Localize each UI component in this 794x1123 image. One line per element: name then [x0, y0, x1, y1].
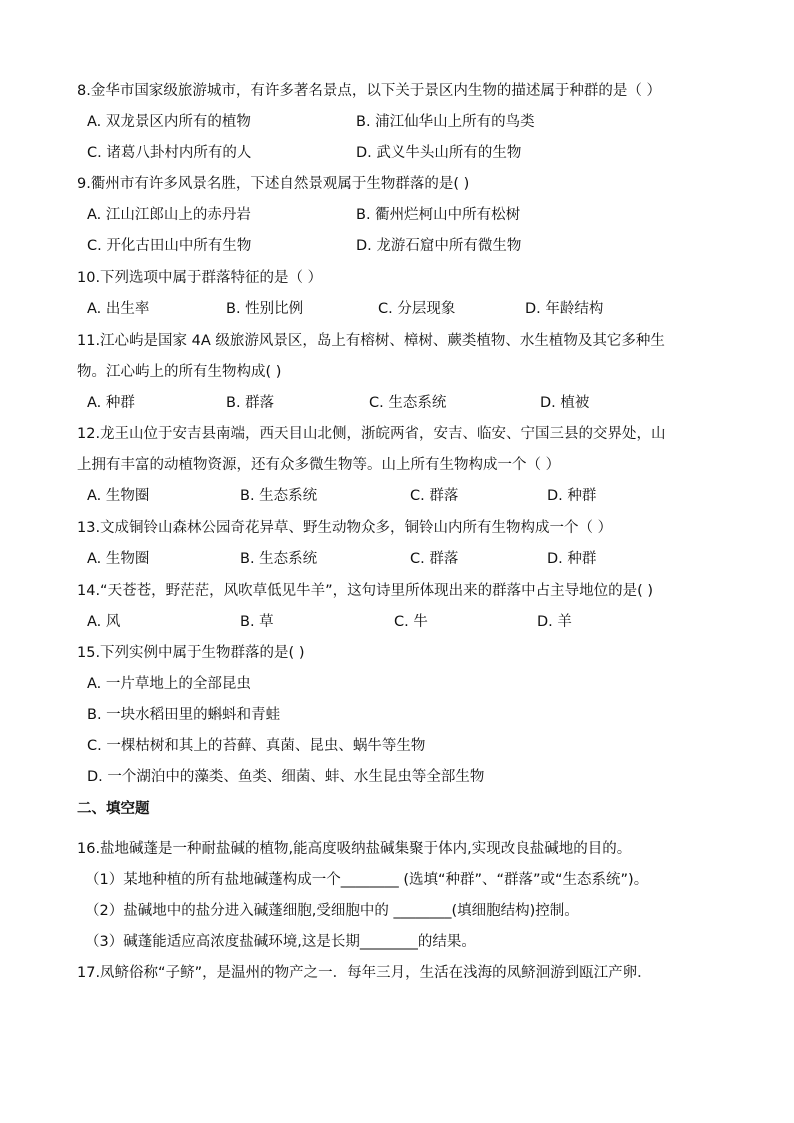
question-11-option-d: D. 植被: [540, 395, 590, 411]
question-10-option-a: A. 出生率: [87, 301, 150, 317]
question-8-option-c: C. 诸葛八卦村内所有的人: [87, 145, 252, 161]
question-16-part-1: （1）某地种植的所有盐地碱蓬构成一个________ (选填“种群”、“群落”或“生态系统”)。: [85, 872, 649, 888]
question-11-option-a: A. 种群: [87, 395, 135, 411]
question-12-option-c: C. 群落: [410, 488, 459, 504]
question-16-stem: 16.盐地碱蓬是一种耐盐碱的植物,能高度吸纳盐碱集聚于体内,实现改良盐碱地的目的。: [77, 841, 632, 857]
question-9-option-d: D. 龙游石窟中所有微生物: [356, 238, 522, 254]
question-12-option-d: D. 种群: [547, 488, 597, 504]
question-12-option-b: B. 生态系统: [240, 488, 318, 504]
question-10-option-b: B. 性别比例: [226, 301, 304, 317]
question-15-option-d: D. 一个湖泊中的藻类、鱼类、细菌、蚌、水生昆虫等全部生物: [87, 769, 485, 785]
question-14-option-b: B. 草: [240, 614, 274, 630]
question-16-part-3: （3）碱蓬能适应高浓度盐碱环境,这是长期________的结果。: [85, 934, 476, 950]
question-17-stem: 17.凤鲚俗称“子鲚”，是温州的物产之一．每年三月，生活在浅海的凤鲚洄游到瓯江产卵．: [77, 965, 652, 981]
question-10-stem: 10.下列选项中属于群落特征的是（ ）: [77, 270, 323, 286]
section-heading-fill-in: 二、填空题: [77, 801, 150, 817]
question-14-option-c: C. 牛: [394, 614, 428, 630]
question-11-stem-line-2: 物。江心屿上的所有生物构成( ): [77, 364, 282, 380]
question-11-stem-line-1: 11.江心屿是国家 4A 级旅游风景区，岛上有榕树、樟树、蕨类植物、水生植物及其它多种生: [77, 333, 665, 349]
question-8-stem: 8.金华市国家级旅游城市，有许多著名景点，以下关于景区内生物的描述属于种群的是（ ）: [77, 83, 661, 99]
question-9-option-a: A. 江山江郎山上的赤丹岩: [87, 207, 251, 223]
question-15-option-a: A. 一片草地上的全部昆虫: [87, 676, 251, 692]
question-8-option-a: A. 双龙景区内所有的植物: [87, 114, 251, 130]
question-13-option-a: A. 生物圈: [87, 551, 150, 567]
question-13-option-b: B. 生态系统: [240, 551, 318, 567]
question-16-part-2: （2）盐碱地中的盐分进入碱蓬细胞,受细胞中的 ________(填细胞结构)控制。: [85, 903, 579, 919]
question-13-stem: 13.文成铜铃山森林公园奇花异草、野生动物众多，铜铃山内所有生物构成一个（ ）: [77, 520, 613, 536]
question-9-option-b: B. 衢州烂柯山中所有松树: [356, 207, 521, 223]
question-12-option-a: A. 生物圈: [87, 488, 150, 504]
question-9-stem: 9.衢州市有许多风景名胜，下述自然景观属于生物群落的是( ): [77, 176, 470, 192]
question-15-option-c: C. 一棵枯树和其上的苔藓、真菌、昆虫、蜗牛等生物: [87, 738, 426, 754]
question-15-option-b: B. 一块水稻田里的蝌蚪和青蛙: [87, 707, 281, 723]
question-9-option-c: C. 开化古田山中所有生物: [87, 238, 252, 254]
question-8-option-b: B. 浦江仙华山上所有的鸟类: [356, 114, 535, 130]
question-12-stem-line-2: 上拥有丰富的动植物资源，还有众多微生物等。山上所有生物构成一个（ ）: [77, 457, 561, 473]
question-14-option-d: D. 羊: [537, 614, 572, 630]
question-15-stem: 15.下列实例中属于生物群落的是( ): [77, 645, 305, 661]
question-13-option-c: C. 群落: [410, 551, 459, 567]
question-11-option-c: C. 生态系统: [369, 395, 447, 411]
question-8-option-d: D. 武义牛头山所有的生物: [356, 145, 522, 161]
question-10-option-c: C. 分层现象: [378, 301, 456, 317]
question-13-option-d: D. 种群: [547, 551, 597, 567]
question-12-stem-line-1: 12.龙王山位于安吉县南端，西天目山北侧，浙皖两省，安吉、临安、宁国三县的交界处，山: [77, 426, 666, 442]
question-14-option-a: A. 风: [87, 614, 121, 630]
question-11-option-b: B. 群落: [226, 395, 275, 411]
question-14-stem: 14.“天苍苍，野茫茫，风吹草低见牛羊”，这句诗里所体现出来的群落中占主导地位的是( ): [77, 583, 654, 599]
question-10-option-d: D. 年龄结构: [525, 301, 604, 317]
